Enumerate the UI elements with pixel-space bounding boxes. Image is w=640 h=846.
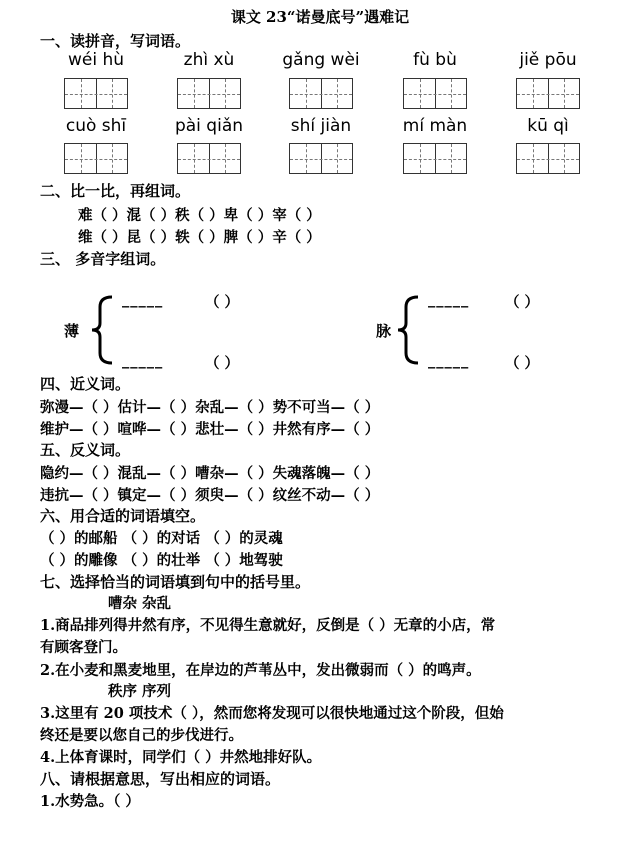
section-6-heading: 六、用合适的词语填空。 [40, 507, 206, 525]
writing-grid[interactable] [403, 143, 467, 174]
compare-row[interactable]: 难（ ）混（ ）秩（ ）卑（ ）宰（ ） [78, 207, 321, 224]
section-8-heading: 八、请根据意思，写出相应的词语。 [40, 770, 281, 788]
synonym-row[interactable]: 维护—（ ）喧哗—（ ）悲壮—（ ）井然有序—（ ） [40, 421, 380, 438]
answer-paren[interactable]: （ ） [505, 355, 540, 372]
question-text[interactable]: 1.水势急。（ ） [40, 793, 140, 810]
writing-grid[interactable] [516, 78, 580, 109]
pinyin-label: jiě pōu [519, 50, 577, 70]
section-7-heading: 七、选择恰当的词语填到句中的括号里。 [40, 573, 311, 591]
pinyin-label: pài qiǎn [174, 116, 244, 136]
word-choices: 嘈杂 杂乱 [108, 595, 172, 612]
answer-paren[interactable]: （ ） [505, 294, 540, 311]
question-text: 终还是要以您自己的步伐进行。 [40, 727, 243, 744]
writing-grid[interactable] [516, 143, 580, 174]
answer-paren[interactable]: （ ） [205, 294, 240, 311]
brace-icon [396, 295, 422, 365]
section-4-heading: 四、近义词。 [40, 375, 131, 393]
writing-grid[interactable] [289, 143, 353, 174]
writing-grid[interactable] [177, 78, 241, 109]
section-2-heading: 二、比一比，再组词。 [40, 182, 191, 200]
question-text[interactable]: 1.商品排列得井然有序，不见得生意就好，反倒是（ ）无章的小店，常 [40, 617, 496, 634]
brace-icon [90, 295, 116, 365]
pinyin-label: wéi hù [67, 50, 125, 70]
pinyin-label: zhì xù [183, 50, 235, 70]
blank-line[interactable]: _____ [122, 352, 164, 369]
word-choices: 秩序 序列 [108, 683, 172, 700]
writing-grid[interactable] [64, 78, 128, 109]
compare-row[interactable]: 维（ ）昆（ ）轶（ ）脾（ ）辛（ ） [78, 229, 321, 246]
question-text: 有顾客登门。 [40, 639, 127, 656]
question-text[interactable]: 2.在小麦和黑麦地里，在岸边的芦苇丛中，发出微弱而（ ）的鸣声。 [40, 662, 481, 679]
antonym-row[interactable]: 违抗—（ ）镇定—（ ）须臾—（ ）纹丝不动—（ ） [40, 487, 380, 504]
synonym-row[interactable]: 弥漫—（ ）估计—（ ）杂乱—（ ）势不可当—（ ） [40, 399, 380, 416]
answer-paren[interactable]: （ ） [205, 355, 240, 372]
writing-grid[interactable] [403, 78, 467, 109]
fill-row[interactable]: （ ）的雕像 （ ）的壮举 （ ）地驾驶 [40, 552, 283, 569]
antonym-row[interactable]: 隐约—（ ）混乱—（ ）嘈杂—（ ）失魂落魄—（ ） [40, 465, 380, 482]
writing-grid[interactable] [177, 143, 241, 174]
blank-line[interactable]: _____ [122, 291, 164, 308]
section-5-heading: 五、反义词。 [40, 441, 131, 459]
section-3-heading: 三、 多音字组词。 [40, 250, 166, 268]
blank-line[interactable]: _____ [428, 291, 470, 308]
polyphone-char: 脉 [376, 322, 392, 340]
page-title: 课文 23“诺曼底号”遇难记 [230, 8, 410, 26]
pinyin-label: fù bù [413, 50, 457, 70]
pinyin-label: cuò shī [65, 116, 127, 136]
pinyin-label: mí màn [402, 116, 468, 136]
fill-row[interactable]: （ ）的邮船 （ ）的对话 （ ）的灵魂 [40, 530, 283, 547]
polyphone-char: 薄 [64, 322, 80, 340]
writing-grid[interactable] [289, 78, 353, 109]
blank-line[interactable]: _____ [428, 352, 470, 369]
pinyin-label: shí jiàn [290, 116, 352, 136]
pinyin-label: kū qì [527, 116, 569, 136]
section-1-heading: 一、读拼音，写词语。 [40, 32, 191, 50]
writing-grid[interactable] [64, 143, 128, 174]
question-text[interactable]: 3.这里有 20 项技术（ ），然而您将发现可以很快地通过这个阶段，但始 [40, 705, 504, 722]
question-text[interactable]: 4.上体育课时，同学们（ ）井然地排好队。 [40, 749, 322, 766]
pinyin-label: gǎng wèi [282, 50, 360, 70]
